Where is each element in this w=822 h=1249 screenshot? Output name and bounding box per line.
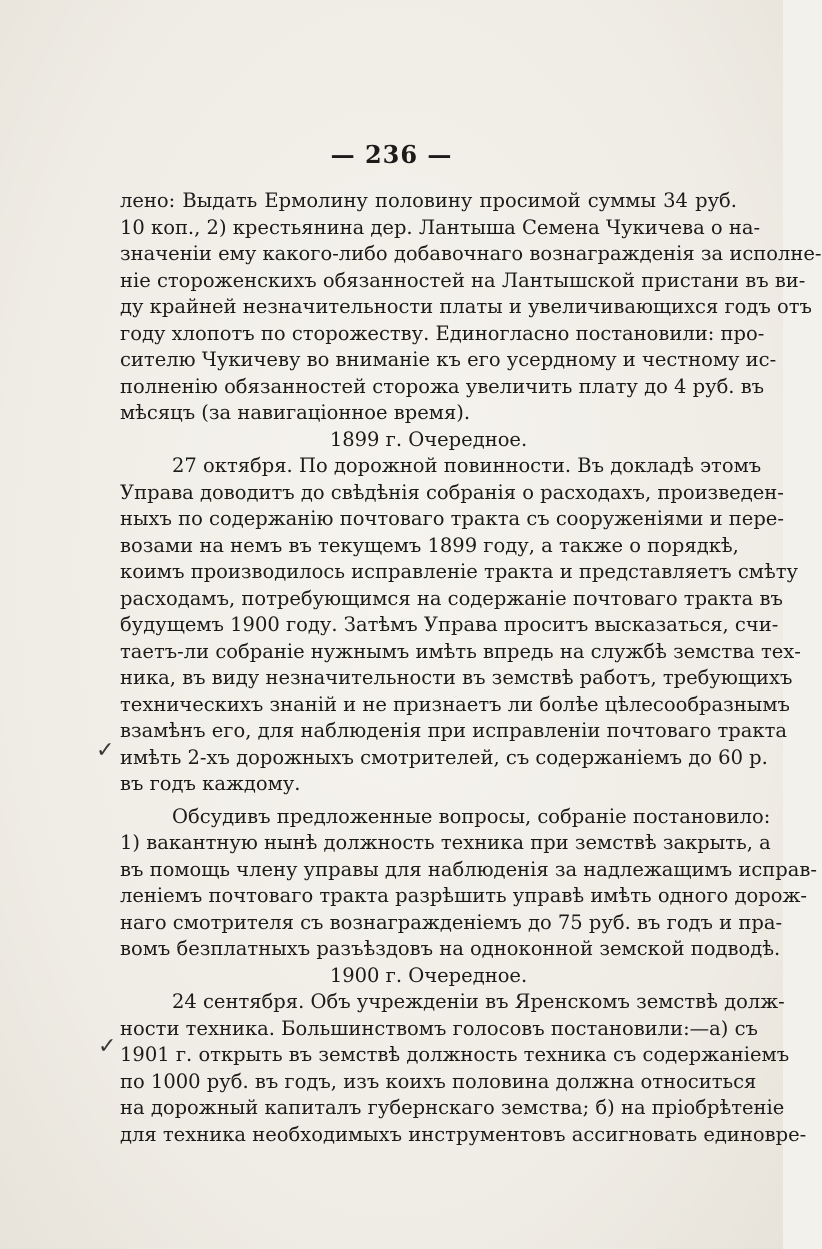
text-line: 10 коп., 2) крестьянина дер. Лантыша Семена Чукичева о на- [120, 215, 761, 239]
text-line: взамѣнъ его, для наблюденія при исправленіи почтоваго тракта [120, 719, 788, 742]
text-line: въ годъ каждому. [120, 772, 301, 795]
section-heading-1900: 1900 г. Очередное. [329, 963, 528, 987]
section-heading-1899: 1899 г. Очередное. [329, 427, 528, 451]
text-line: значеніи ему какого-либо добавочнаго вознагражденія за исполне- [120, 242, 822, 265]
text-line: 1901 г. открыть въ земствѣ должность техника съ содержаніемъ [120, 1043, 790, 1066]
text-line: году хлопотъ по сторожеству. Единогласно постановили: про- [120, 321, 765, 345]
text-line: наго смотрителя съ вознагражденіемъ до 75 руб. въ годъ и пра- [120, 910, 783, 934]
text-line: ныхъ по содержанію почтоваго тракта съ сооруженіями и пере- [120, 507, 784, 530]
text-line: ности техника. Большинствомъ голосовъ постановили:—а) съ [120, 1016, 758, 1040]
text-line: возами на немъ въ текущемъ 1899 году, а также о порядкѣ, [120, 533, 739, 557]
text-line: лено: Выдать Ермолину половину просимой суммы 34 руб. [120, 189, 737, 212]
text-line: имѣть 2-хъ дорожныхъ смотрителей, съ содержаніемъ до 60 р. [120, 745, 768, 769]
page-number: — 236 — [330, 140, 453, 169]
text-line: Управа доводитъ до свѣдѣнія собранія о расходахъ, произведен- [120, 480, 784, 504]
text-line: 24 сентября. Объ учрежденіи въ Яренскомъ земствѣ долж- [172, 990, 785, 1013]
text-line: для техника необходимыхъ инструментовъ ассигновать единовре- [120, 1122, 807, 1146]
text-line: расходамъ, потребующимся на содержаніе почтоваго тракта въ [120, 586, 783, 610]
text-line: коимъ производилось исправленіе тракта и представляетъ смѣту [120, 560, 798, 583]
text-line: сителю Чукичеву во вниманіе къ его усердному и честному ис- [120, 348, 777, 371]
text-line: Обсудивъ предложенные вопросы, собраніе постановило: [172, 804, 771, 828]
text-line: 27 октября. По дорожной повинности. Въ докладѣ этомъ [172, 454, 762, 477]
text-line: мѣсяцъ (за навигаціонное время). [120, 401, 471, 424]
text-line: таетъ-ли собраніе нужнымъ имѣть впредь на службѣ земства тех- [120, 639, 801, 663]
text-line: будущемъ 1900 году. Затѣмъ Управа проситъ высказаться, счи- [120, 613, 779, 636]
text-line: на дорожный капиталъ губернскаго земства; б) на пріобрѣтеніе [120, 1096, 785, 1119]
text-line: ду крайней незначительности платы и увеличивающихся годъ отъ [120, 295, 812, 318]
text-line: въ помощь члену управы для наблюденія за надлежащимъ исправ- [120, 857, 817, 881]
text-line: леніемъ почтоваго тракта разрѣшить управѣ имѣть одного дорож- [120, 884, 807, 907]
text-line: техническихъ знаній и не признаетъ ли болѣе цѣлесообразнымъ [120, 692, 790, 716]
body-text [120, 188, 822, 1148]
text-line: вомъ безплатныхъ разъѣздовъ на одноконной земской подводѣ. [120, 937, 781, 960]
margin-check-mark: ✓ [96, 738, 115, 763]
text-line: 1) вакантную нынѣ должность техника при земствѣ закрыть, а [120, 831, 771, 854]
text-line: ніе стороженскихъ обязанностей на Лантышской пристани въ ви- [120, 268, 806, 292]
text-line: ника, въ виду незначительности въ земствѣ работъ, требующихъ [120, 666, 793, 689]
margin-check-mark: ✓ [98, 1034, 117, 1059]
text-line: полненію обязанностей сторожа увеличить плату до 4 руб. въ [120, 374, 765, 398]
text-line: по 1000 руб. въ годъ, изъ коихъ половина должна относиться [120, 1069, 757, 1093]
